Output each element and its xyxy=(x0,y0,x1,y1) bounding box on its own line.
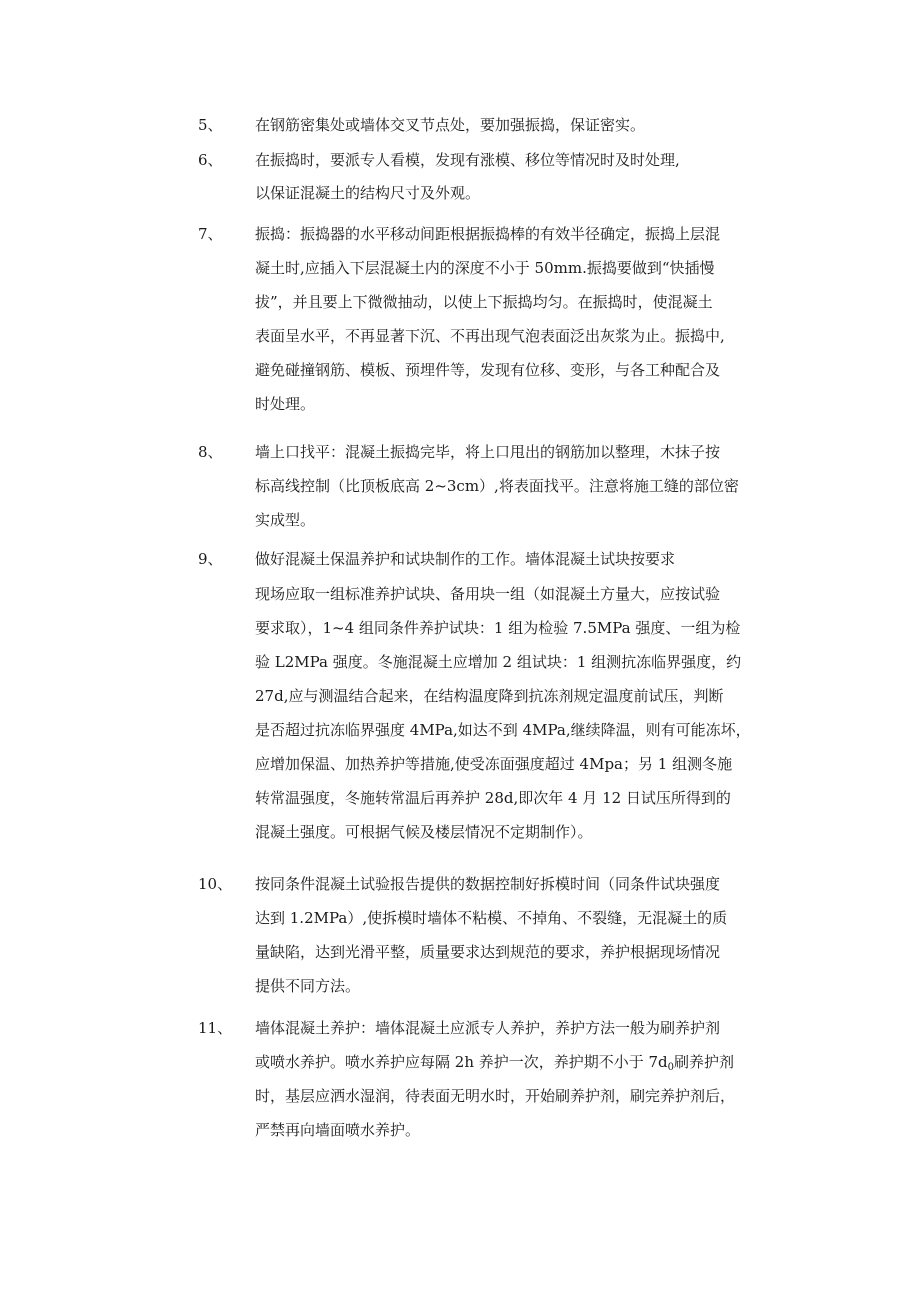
item-text-line: 要求取），1~4 组同条件养护试块：1 组为检验 7.5MPa 强度、一组为检 xyxy=(255,619,741,637)
item-number: 5、 xyxy=(198,116,223,134)
item-text-line: 提供不同方法。 xyxy=(255,977,361,995)
subscript: 0 xyxy=(667,1062,675,1073)
item-text-line: 现场应取一组标准养护试块、备用块一组（如混凝土方量大，应按试验 xyxy=(255,585,721,603)
item-text-line: 凝土时,应插入下层混凝土内的深度不小于 50mm.振捣要做到“快插慢 xyxy=(255,259,715,277)
item-text-line: 量缺陷，达到光滑平整，质量要求达到规范的要求，养护根据现场情况 xyxy=(255,943,721,961)
item-text-line: 在振捣时，要派专人看模，发现有涨模、移位等情况时及时处理, xyxy=(255,151,680,169)
item-text-line: 做好混凝土保温养护和试块制作的工作。墙体混凝土试块按要求 xyxy=(255,550,676,568)
item-number: 9、 xyxy=(198,550,223,568)
item-number: 8、 xyxy=(198,443,223,461)
item-text-line: 拔”，并且要上下微微抽动，以使上下振捣均匀。在振捣时，使混凝土 xyxy=(255,293,713,311)
item-text-line: 以保证混凝土的结构尺寸及外观。 xyxy=(255,184,481,202)
item-text-line: 混凝土强度。可根据气候及楼层情况不定期制作）。 xyxy=(255,823,593,841)
item-text-line: 严禁再向墙面喷水养护。 xyxy=(255,1121,421,1139)
item-text-line: 按同条件混凝土试验报告提供的数据控制好拆模时间（同条件试块强度 xyxy=(255,875,721,893)
item-text-line: 时处理。 xyxy=(255,395,316,413)
item-text-line: 时，基层应洒水湿润，待表面无明水时，开始刷养护剂，刷完养护剂后， xyxy=(255,1087,736,1105)
item-text-line: 实成型。 xyxy=(255,511,316,529)
item-text-line: 达到 1.2MPa）,使拆模时墙体不粘模、不掉角、不裂缝，无混凝土的质 xyxy=(255,909,728,927)
item-text-segment: 或喷水养护。喷水养护应每隔 2h 养护一次，养护期不小于 7d xyxy=(255,1053,668,1071)
item-text-line: 表面呈水平，不再显著下沉、不再出现气泡表面泛出灰浆为止。振捣中, xyxy=(255,327,725,345)
item-text-segment: 刷养护剂 xyxy=(674,1053,735,1071)
item-number: 6、 xyxy=(198,151,223,169)
item-text-line: 墙上口找平：混凝土振捣完毕，将上口甩出的钢筋加以整理，木抹子按 xyxy=(255,443,721,461)
item-text-line: 墙体混凝土养护：墙体混凝土应派专人养护，养护方法一般为刷养护剂 xyxy=(255,1019,721,1037)
item-text-line: 27d,应与测温结合起来，在结构温度降到抗冻剂规定温度前试压，判断 xyxy=(255,687,724,705)
item-text-line xyxy=(255,1055,734,1073)
item-text-line: 应增加保温、加热养护等措施,使受冻面强度超过 4Mpa；另 1 组测冬施 xyxy=(255,755,733,773)
item-text-line: 避免碰撞钢筋、模板、预埋件等，发现有位移、变形，与各工种配合及 xyxy=(255,361,721,379)
item-text-line: 标高线控制（比顶板底高 2~3cm）,将表面找平。注意将施工缝的部位密 xyxy=(255,477,739,495)
item-text-line: 振捣：振捣器的水平移动间距根据振捣棒的有效半径确定，振捣上层混 xyxy=(255,225,721,243)
item-number: 10、 xyxy=(198,875,233,893)
item-number: 11、 xyxy=(198,1019,233,1037)
item-text-line: 是否超过抗冻临界强度 4MPa,如达不到 4MPa,继续降温，则有可能冻坏， xyxy=(255,721,751,739)
item-text-line: 在钢筋密集处或墙体交叉节点处，要加强振捣，保证密实。 xyxy=(255,116,646,134)
item-text-line: 转常温强度，冬施转常温后再养护 28d,即次年 4 月 12 日试压所得到的 xyxy=(255,789,731,807)
item-text-line: 验 L2MPa 强度。冬施混凝土应增加 2 组试块：1 组测抗冻临界强度，约 xyxy=(255,653,742,671)
item-number: 7、 xyxy=(198,225,223,243)
